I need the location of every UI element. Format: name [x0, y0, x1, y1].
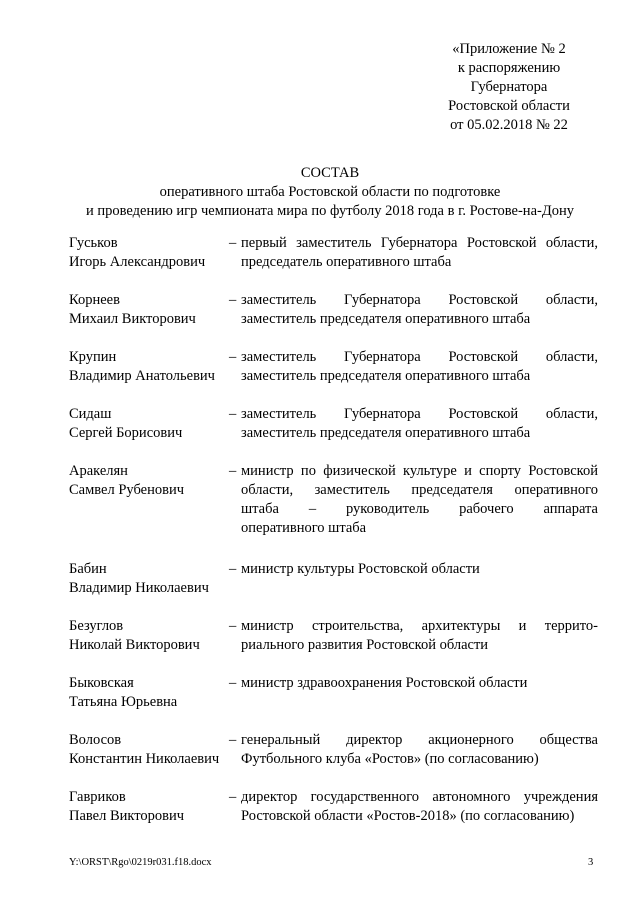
member-entry: [69, 462, 598, 538]
member-entry: [69, 405, 598, 443]
role-line: штаба – руководитель рабочего аппарата: [241, 501, 598, 517]
role-line: заместитель председателя оперативного штаба: [241, 425, 531, 441]
member-role: [241, 617, 598, 655]
member-person: [69, 462, 229, 500]
member-dash: –: [229, 732, 237, 748]
member-name: Владимир Анатольевич: [69, 368, 215, 384]
member-person: [69, 674, 229, 712]
member-dash: –: [229, 349, 237, 365]
role-line: заместитель Губернатора Ростовской области,: [241, 406, 598, 422]
member-surname: Волосов: [69, 732, 122, 748]
title-line-1: оперативного штаба Ростовской области по подготовке: [159, 184, 501, 200]
role-line: оперативного штаба: [241, 520, 367, 536]
member-surname: Безуглов: [69, 618, 124, 634]
member-surname: Крупин: [69, 349, 117, 365]
role-line: риального развития Ростовской области: [241, 637, 489, 653]
member-person: [69, 617, 229, 655]
appendix-line: Губернатора: [470, 79, 548, 95]
appendix-line: Ростовской области: [448, 98, 570, 114]
role-line: заместитель Губернатора Ростовской области,: [241, 349, 598, 365]
member-person: [69, 788, 229, 826]
page-number: 3: [588, 857, 594, 868]
appendix-line: «Приложение № 2: [452, 41, 566, 57]
member-name: Николай Викторович: [69, 637, 200, 653]
member-entry: [69, 617, 598, 655]
member-name: Сергей Борисович: [69, 425, 183, 441]
member-dash: –: [229, 406, 237, 422]
role-line: министр строительства, архитектуры и террито-: [241, 618, 598, 634]
member-entry: [69, 788, 598, 826]
member-dash: –: [229, 463, 237, 479]
member-role: [241, 348, 598, 386]
role-line: генеральный директор акционерного общества: [241, 732, 598, 748]
member-entry: [69, 291, 598, 329]
member-entry: [69, 560, 598, 598]
member-name: Владимир Николаевич: [69, 580, 209, 596]
member-name: Константин Николаевич: [69, 751, 220, 767]
role-line: заместитель председателя оперативного штаба: [241, 368, 531, 384]
role-line: Футбольного клуба «Ростов» (по согласованию): [241, 751, 539, 767]
title-line-2: и проведению игр чемпионата мира по футболу 2018 года в г. Ростове-на-Дону: [85, 203, 574, 219]
member-person: [69, 234, 229, 272]
member-dash: –: [229, 789, 237, 805]
member-role: [241, 788, 598, 826]
role-line: директор государственного автономного учреждения: [241, 789, 598, 805]
member-person: [69, 291, 229, 329]
role-line: области, заместитель председателя оперативного: [241, 482, 598, 498]
role-line: министр здравоохранения Ростовской области: [241, 675, 528, 691]
member-entry: [69, 674, 598, 712]
member-surname: Гавриков: [69, 789, 126, 805]
role-line: заместитель Губернатора Ростовской области,: [241, 292, 598, 308]
member-entry: [69, 348, 598, 386]
member-role: [241, 731, 598, 769]
member-surname: Быковская: [69, 675, 134, 691]
member-surname: Гуськов: [69, 235, 118, 251]
role-line: министр культуры Ростовской области: [241, 561, 480, 577]
role-line: Ростовской области «Ростов-2018» (по согласованию): [241, 808, 575, 824]
role-line: министр по физической культуре и спорту Ростовской: [241, 463, 598, 479]
member-name: Татьяна Юрьевна: [69, 694, 178, 710]
member-surname: Корнеев: [69, 292, 120, 308]
member-role: [241, 560, 598, 579]
member-entry: [69, 731, 598, 769]
member-dash: –: [229, 561, 237, 577]
member-dash: –: [229, 618, 237, 634]
member-name: Павел Викторович: [69, 808, 185, 824]
member-role: [241, 405, 598, 443]
member-person: [69, 405, 229, 443]
appendix-line: от 05.02.2018 № 22: [450, 117, 568, 133]
member-surname: Сидаш: [69, 406, 112, 422]
member-person: [69, 560, 229, 598]
member-dash: –: [229, 235, 237, 251]
member-person: [69, 731, 229, 769]
member-role: [241, 234, 598, 272]
role-line: заместитель председателя оперативного штаба: [241, 311, 531, 327]
member-person: [69, 348, 229, 386]
appendix-header: [420, 40, 598, 135]
member-entry: [69, 234, 598, 272]
member-role: [241, 674, 598, 693]
member-surname: Бабин: [69, 561, 107, 577]
member-role: [241, 462, 598, 538]
document-title: [40, 164, 620, 221]
member-name: Игорь Александрович: [69, 254, 206, 270]
member-name: Самвел Рубенович: [69, 482, 184, 498]
member-surname: Аракелян: [69, 463, 128, 479]
member-role: [241, 291, 598, 329]
member-name: Михаил Викторович: [69, 311, 196, 327]
appendix-line: к распоряжению: [457, 60, 561, 76]
member-dash: –: [229, 675, 237, 691]
role-line: председатель оперативного штаба: [241, 254, 452, 270]
role-line: первый заместитель Губернатора Ростовской области,: [241, 235, 598, 251]
footer-file-path: Y:\ORST\Rgo\0219r031.f18.docx: [69, 857, 212, 868]
member-dash: –: [229, 292, 237, 308]
title-heading: СОСТАВ: [300, 165, 360, 181]
members-list: [69, 234, 598, 845]
